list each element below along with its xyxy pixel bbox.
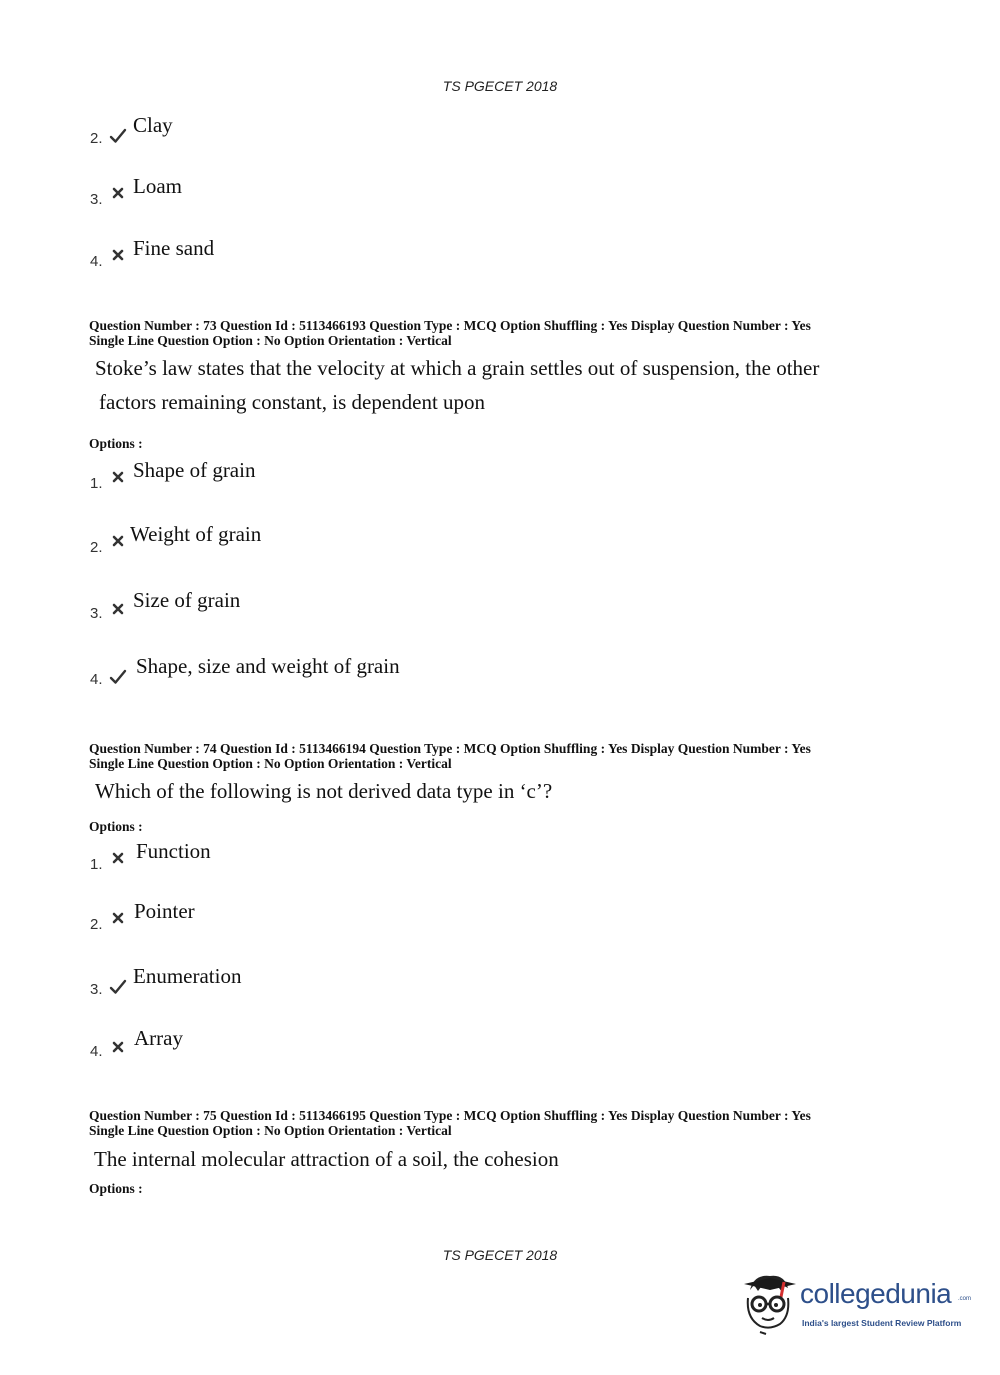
option-item (90, 113, 790, 147)
question-meta (89, 741, 889, 771)
option-number: 2. (90, 539, 103, 556)
option-item (90, 236, 790, 270)
question-text (94, 1142, 884, 1176)
option-item (90, 588, 790, 622)
meta-line: Question Number : 75 Question Id : 5113466195 Question Type : MCQ Option Shuffling : Yes Display Question Number : Yes (89, 1108, 811, 1123)
option-text: Weight of grain (130, 522, 262, 546)
option-text: Shape of grain (133, 458, 256, 482)
cross-icon (109, 909, 127, 927)
meta-line: Question Number : 73 Question Id : 5113466193 Question Type : MCQ Option Shuffling : Yes Display Question Number : Yes (89, 318, 811, 333)
option-text: Clay (133, 113, 173, 137)
option-number: 2. (90, 916, 103, 933)
check-icon (109, 978, 127, 996)
options-label: Options : (89, 436, 143, 451)
logo-suffix: .com (958, 1296, 972, 1302)
option-text: Function (136, 839, 211, 863)
page-footer: TS PGECET 2018 (442, 1247, 558, 1263)
question-text (95, 774, 885, 808)
option-item (90, 964, 790, 998)
question-text-line: Which of the following is not derived data type in ‘c’? (95, 779, 553, 803)
check-icon (109, 127, 127, 145)
question-text-line: The internal molecular attraction of a soil, the cohesion (94, 1147, 559, 1171)
question-meta (89, 318, 889, 348)
option-number: 3. (90, 191, 103, 208)
meta-line: Question Number : 74 Question Id : 5113466194 Question Type : MCQ Option Shuffling : Yes Display Question Number : Yes (89, 741, 811, 756)
meta-line: Single Line Question Option : No Option Orientation : Vertical (89, 333, 452, 348)
cross-icon (109, 532, 127, 550)
question-meta (89, 1108, 889, 1138)
question-text-line: factors remaining constant, is dependent upon (99, 390, 486, 414)
option-text: Shape, size and weight of grain (136, 654, 400, 678)
option-text: Enumeration (133, 964, 242, 988)
option-number: 1. (90, 856, 103, 873)
logo-name: collegedunia (800, 1278, 952, 1309)
option-item (90, 899, 790, 933)
cross-icon (109, 600, 127, 618)
mascot-icon (740, 1268, 800, 1338)
meta-line: Single Line Question Option : No Option Orientation : Vertical (89, 1123, 452, 1138)
option-text: Pointer (134, 899, 195, 923)
options-label: Options : (89, 819, 143, 834)
option-text: Fine sand (133, 236, 215, 260)
cross-icon (109, 849, 127, 867)
option-text: Loam (133, 174, 182, 198)
option-item (90, 174, 790, 208)
option-number: 3. (90, 981, 103, 998)
question-text-line: Stoke’s law states that the velocity at which a grain settles out of suspension, the other (95, 356, 820, 380)
page-header: TS PGECET 2018 (442, 78, 558, 94)
meta-line: Single Line Question Option : No Option Orientation : Vertical (89, 756, 452, 771)
option-text: Array (134, 1026, 183, 1050)
cross-icon (109, 246, 127, 264)
option-item (90, 522, 790, 556)
option-number: 2. (90, 130, 103, 147)
cross-icon (109, 184, 127, 202)
cross-icon (109, 468, 127, 486)
collegedunia-logo (740, 1268, 970, 1340)
option-item (90, 458, 790, 492)
logo-tagline: India's largest Student Review Platform (802, 1318, 962, 1328)
option-number: 4. (90, 1043, 103, 1060)
option-number: 3. (90, 605, 103, 622)
question-text (95, 351, 885, 419)
option-number: 4. (90, 253, 103, 270)
option-item (90, 839, 790, 873)
option-number: 1. (90, 475, 103, 492)
option-item (90, 654, 790, 688)
options-label: Options : (89, 1181, 143, 1196)
cross-icon (109, 1038, 127, 1056)
option-item (90, 1026, 790, 1060)
option-number: 4. (90, 671, 103, 688)
option-text: Size of grain (133, 588, 241, 612)
check-icon (109, 668, 127, 686)
